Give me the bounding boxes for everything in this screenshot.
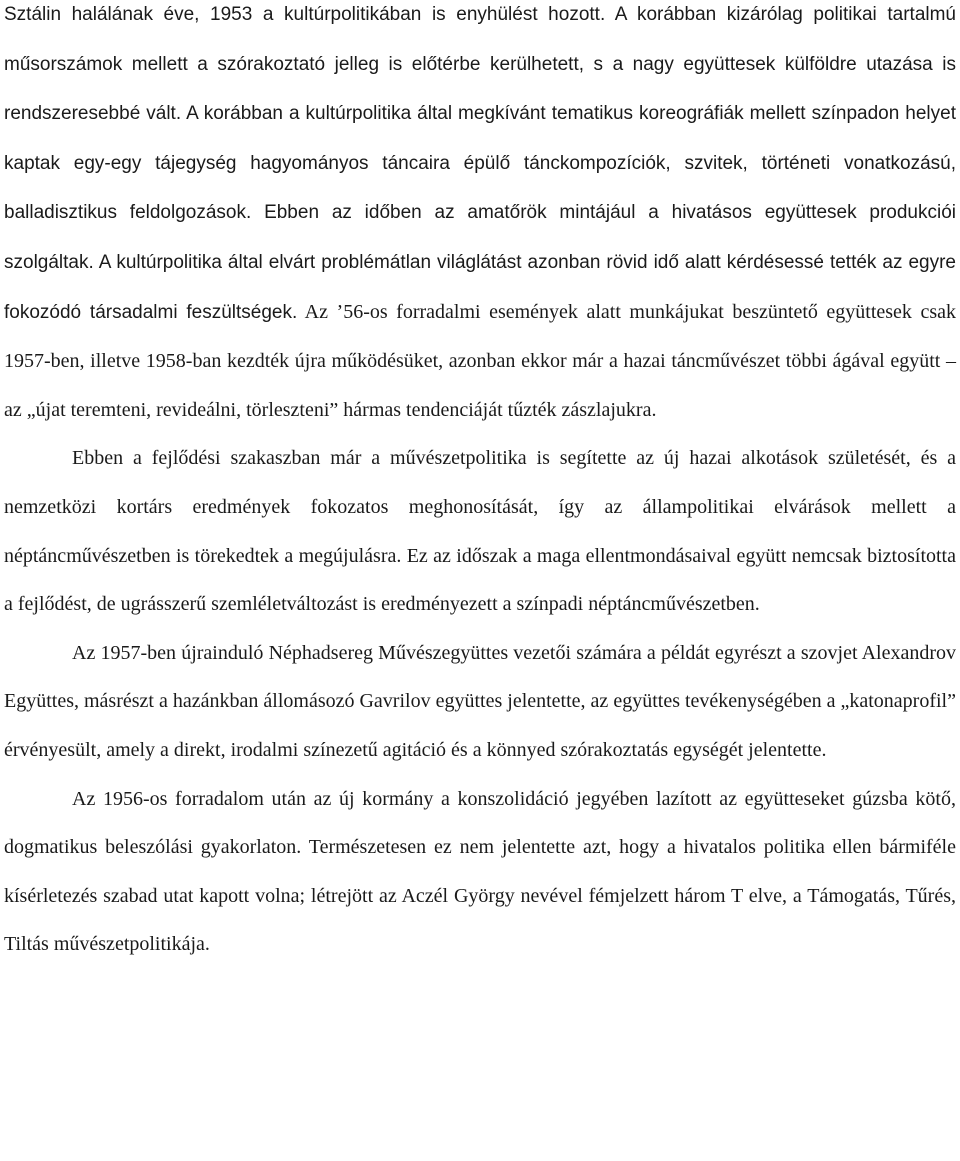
paragraph-2-text: Ebben a fejlődési szakaszban már a művészetpolitika is segítette az új hazai alkotások születését, és a nemzetközi kortárs eredmények fokozatos meghonosítását, így az állampolitikai elvárások mellett a néptáncművészetben is törekedtek a megújulásra. Ez az időszak a maga ellentmondásaival együtt nemcsak biztosította a fejlődést, de ugrásszerű szemléletváltozást is eredményezett a színpadi néptáncművészetben.: [4, 447, 956, 616]
paragraph-3: [4, 629, 956, 775]
paragraph-1: [4, 0, 956, 434]
paragraph-1-text-sans: Sztálin halálának éve, 1953 a kultúrpolitikában is enyhülést hozott. A korábban kizárólag politikai tartalmú műsorszámok mellett a szórakoztató jelleg is előtérbe kerülhetett, s a nagy együttesek külföldre utazása is rendszeresebbé vált. A korábban a kultúrpolitika által megkívánt tematikus koreográfiák mellett színpadon helyet kaptak egy-egy tájegység hagyományos táncaira épülő tánckompozíciók, szvitek, történeti vonatkozású, balladisztikus feldolgozások. Ebben az időben az amatőrök mintájául a hivatásos együttesek produkciói szolgáltak. A kultúrpolitika által elvárt problémátlan világlátást azonban rövid idő alatt kérdésessé tették az egyre fokozódó társadalmi feszültségek.: [4, 4, 956, 323]
paragraph-1-text-serif: Az ’56-os forradalmi események alatt munkájukat beszüntető együttesek csak 1957-ben, illetve 1958-ban kezdték újra működésüket, azonban ekkor már a hazai táncművészet többi ágával együtt – az „újat teremteni, revideálni, törleszteni” hármas tendenciáját tűzték zászlajukra.: [4, 300, 956, 421]
paragraph-3-text: Az 1957-ben újrainduló Néphadsereg Művészegyüttes vezetői számára a példát egyrészt a szovjet Alexandrov Együttes, másrészt a hazánkban állomásozó Gavrilov együttes jelentette, az együttes tevékenységében a „katonaprofil” érvényesült, amely a direkt, irodalmi színezetű agitáció és a könnyed szórakoztatás egységét jelentette.: [4, 641, 956, 761]
paragraph-2: [4, 434, 956, 628]
document-page: [4, 0, 956, 969]
paragraph-4: [4, 775, 956, 969]
paragraph-4-text: Az 1956-os forradalom után az új kormány a konszolidáció jegyében lazított az együtteseket gúzsba kötő, dogmatikus beleszólási gyakorlaton. Természetesen ez nem jelentette azt, hogy a hivatalos politika ellen bármiféle kísérletezés szabad utat kapott volna; létrejött az Aczél György nevével fémjelzett három T elve, a Támogatás, Tűrés, Tiltás művészetpolitikája.: [4, 787, 956, 956]
